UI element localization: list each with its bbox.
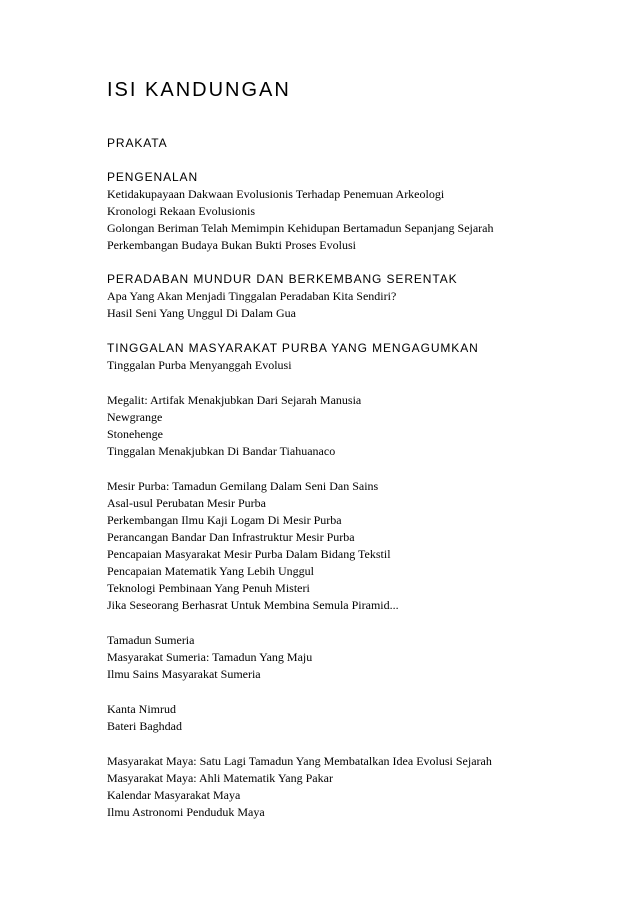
section-heading-peradaban: PERADABAN MUNDUR DAN BERKEMBANG SERENTAK bbox=[107, 272, 458, 286]
toc-entry: Newgrange bbox=[107, 410, 163, 424]
toc-entry: Masyarakat Maya: Ahli Matematik Yang Pakar bbox=[107, 771, 333, 785]
toc-entry: Teknologi Pembinaan Yang Penuh Misteri bbox=[107, 581, 310, 595]
toc-entry: Stonehenge bbox=[107, 427, 163, 441]
page-title: ISI KANDUNGAN bbox=[107, 79, 291, 101]
section-heading-pengenalan: PENGENALAN bbox=[107, 170, 199, 184]
toc-entry: Golongan Beriman Telah Memimpin Kehidupan Bertamadun Sepanjang Sejarah bbox=[107, 221, 494, 235]
toc-entry: Kalendar Masyarakat Maya bbox=[107, 788, 241, 802]
toc-entry: Tinggalan Menakjubkan Di Bandar Tiahuanaco bbox=[107, 444, 336, 458]
toc-entry: Pencapaian Masyarakat Mesir Purba Dalam Bidang Tekstil bbox=[107, 547, 391, 561]
toc-entry: Bateri Baghdad bbox=[107, 719, 182, 733]
toc-entry: Jika Seseorang Berhasrat Untuk Membina Semula Piramid... bbox=[107, 598, 399, 612]
toc-entry: Megalit: Artifak Menakjubkan Dari Sejarah Manusia bbox=[107, 393, 362, 407]
toc-entry: Mesir Purba: Tamadun Gemilang Dalam Seni Dan Sains bbox=[107, 479, 379, 493]
toc-entry: Masyarakat Maya: Satu Lagi Tamadun Yang Membatalkan Idea Evolusi Sejarah bbox=[107, 754, 492, 768]
toc-entry: Asal-usul Perubatan Mesir Purba bbox=[107, 496, 266, 510]
toc-entry: Tinggalan Purba Menyanggah Evolusi bbox=[107, 358, 292, 372]
toc-entry: Apa Yang Akan Menjadi Tinggalan Peradaban Kita Sendiri? bbox=[107, 289, 397, 303]
toc-entry: Perkembangan Ilmu Kaji Logam Di Mesir Purba bbox=[107, 513, 342, 527]
toc-entry: Masyarakat Sumeria: Tamadun Yang Maju bbox=[107, 650, 313, 664]
toc-entry: Ilmu Astronomi Penduduk Maya bbox=[107, 805, 265, 819]
toc-entry: Ketidakupayaan Dakwaan Evolusionis Terhadap Penemuan Arkeologi bbox=[107, 187, 445, 201]
toc-entry: Kanta Nimrud bbox=[107, 702, 176, 716]
toc-entry: Perkembangan Budaya Bukan Bukti Proses Evolusi bbox=[107, 238, 356, 252]
toc-entry: Ilmu Sains Masyarakat Sumeria bbox=[107, 667, 261, 681]
section-heading-prakata: PRAKATA bbox=[107, 136, 168, 150]
toc-entry: Hasil Seni Yang Unggul Di Dalam Gua bbox=[107, 306, 296, 320]
toc-entry: Perancangan Bandar Dan Infrastruktur Mesir Purba bbox=[107, 530, 355, 544]
toc-entry: Kronologi Rekaan Evolusionis bbox=[107, 204, 255, 218]
toc-entry: Pencapaian Matematik Yang Lebih Unggul bbox=[107, 564, 314, 578]
section-heading-tinggalan: TINGGALAN MASYARAKAT PURBA YANG MENGAGUMKAN bbox=[107, 341, 479, 355]
toc-entry: Tamadun Sumeria bbox=[107, 633, 195, 647]
